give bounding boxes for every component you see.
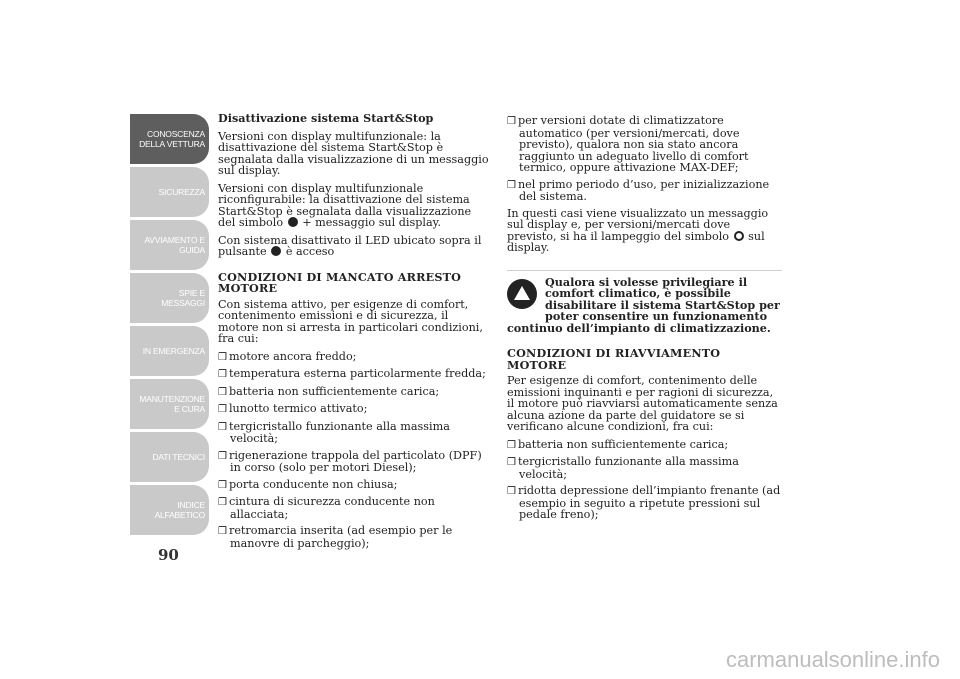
- checkbox-bullet-icon: ❒: [218, 404, 227, 415]
- checkbox-bullet-icon: ❒: [218, 369, 227, 380]
- list-item: ❒ tergicristallo funzionante alla massima velocità;: [218, 419, 450, 445]
- section-heading: CONDIZIONI DI MANCATO ARRESTO MOTORE: [218, 269, 462, 295]
- list-item: ❒ rigenerazione trappola del particolato (DPF) in corso (solo per motori Diesel);: [218, 448, 482, 474]
- checkbox-bullet-icon: ❒: [218, 421, 227, 433]
- left-column: [218, 113, 492, 554]
- tab-dati-tecnici[interactable]: [130, 432, 209, 482]
- list-item: ❒ nel primo periodo d’uso, per inizializzazione del sistema.: [507, 177, 770, 203]
- tab-spie-e-messaggi[interactable]: [130, 273, 209, 323]
- checkbox-bullet-icon: ❒: [218, 497, 227, 508]
- tab-label: SICUREZZA: [158, 187, 205, 197]
- checkbox-bullet-icon: ❒: [218, 479, 227, 491]
- checkbox-bullet-icon: ❒: [507, 116, 516, 127]
- checkbox-bullet-icon: ❒: [507, 457, 516, 468]
- paragraph: Versioni con display multifunzionale riconfigurabile: la disattivazione del sistema Start&Stop è segnalata dalla visualizzazione del simbolo + messaggio sul display.: [218, 181, 472, 229]
- warning-note-text: Qualora si volesse privilegiare il comfort climatico, è possibile disabilitare il sistema Start&Stop per poter consentire un funzionamento continuo dell’impianto di climatizzazione.: [507, 274, 780, 335]
- paragraph: Con sistema attivo, per esigenze di comfort, contenimento emissioni e di sicurezza, il motore non si arresta in particolari condizioni, fra cui:: [218, 297, 483, 345]
- list-item: ❒ ridotta depressione dell’impianto frenante (ad esempio in seguito a ripetute pressioni sul pedale freno);: [507, 484, 781, 521]
- list-item: ❒ porta conducente non chiusa;: [218, 477, 398, 491]
- warning-triangle-icon: [507, 279, 537, 309]
- checkbox-bullet-icon: ❒: [218, 450, 227, 462]
- right-column: [507, 115, 782, 526]
- chapter-tabs: [130, 114, 209, 538]
- tab-avviamento-e-guida[interactable]: [130, 220, 209, 270]
- checkbox-bullet-icon: ❒: [218, 351, 227, 363]
- checkbox-bullet-icon: ❒: [507, 439, 516, 451]
- tab-label: CONOSCENZA DELLA VETTURA: [139, 129, 205, 149]
- section-heading: CONDIZIONI DI RIAVVIAMENTO MOTORE: [507, 346, 721, 372]
- tab-label: IN EMERGENZA: [142, 346, 205, 356]
- tab-label: DATI TECNICI: [152, 452, 205, 462]
- list-item: ❒ cintura di sicurezza conducente non allacciata;: [218, 495, 435, 521]
- checkbox-bullet-icon: ❒: [218, 526, 227, 537]
- checkbox-bullet-icon: ❒: [218, 386, 227, 398]
- tab-label: INDICE ALFABETICO: [154, 500, 205, 520]
- paragraph: Con sistema disattivato il LED ubicato sopra il pulsante è acceso: [218, 233, 482, 258]
- list-item: ❒ temperatura esterna particolarmente fredda;: [218, 367, 486, 380]
- list-item: ❒ per versioni dotate di climatizzatore automatico (per versioni/mercati, dove previsto), qualora non sia stato ancora raggiunto un adeguato livello di comfort termico, oppure attivazione MAX-DEF;: [507, 114, 749, 174]
- list-item: ❒ motore ancora freddo;: [218, 349, 357, 363]
- paragraph: Per esigenze di comfort, contenimento delle emissioni inquinanti e per ragioni di sicurezza, il motore può riavviarsi automaticamente senza alcuna azione da parte del guidatore se si verificano alcune condizioni, fra cui:: [507, 374, 778, 433]
- warning-note: [507, 270, 782, 335]
- page-number: 90: [158, 546, 179, 564]
- tab-indice-alfabetico[interactable]: [130, 485, 209, 535]
- start-stop-off-icon: [288, 217, 298, 227]
- tab-label: SPIE E MESSAGGI: [161, 288, 205, 308]
- list-item: ❒ retromarcia inserita (ad esempio per le manovre di parcheggio);: [218, 524, 453, 550]
- tab-manutenzione-e-cura[interactable]: [130, 379, 209, 429]
- tab-sicurezza[interactable]: [130, 167, 209, 217]
- start-stop-button-icon: [271, 246, 281, 256]
- tab-in-emergenza[interactable]: [130, 326, 209, 376]
- list-item: ❒ batteria non sufficientemente carica;: [507, 437, 729, 451]
- start-stop-indicator-icon: [734, 231, 744, 241]
- paragraph: In questi casi viene visualizzato un messaggio sul display e, per versioni/mercati dove previsto, si ha il lampeggio del simbolo sul display.: [507, 206, 769, 254]
- section-heading: Disattivazione sistema Start&Stop: [218, 111, 434, 125]
- list-item: ❒ batteria non sufficientemente carica;: [218, 384, 440, 398]
- tab-label: MANUTENZIONE E CURA: [139, 394, 205, 414]
- tab-conoscenza-della-vettura[interactable]: [130, 114, 209, 164]
- checkbox-bullet-icon: ❒: [507, 179, 516, 191]
- list-item: ❒ lunotto termico attivato;: [218, 402, 368, 415]
- watermark-url: carmanualsonline.info: [725, 647, 940, 672]
- tab-label: AVVIAMENTO E GUIDA: [144, 235, 205, 255]
- checkbox-bullet-icon: ❒: [507, 486, 516, 497]
- paragraph: Versioni con display multifunzionale: la disattivazione del sistema Start&Stop è segnalata dalla visualizzazione di un messaggio sul display.: [218, 129, 489, 177]
- list-item: ❒ tergicristallo funzionante alla massima velocità;: [507, 455, 739, 481]
